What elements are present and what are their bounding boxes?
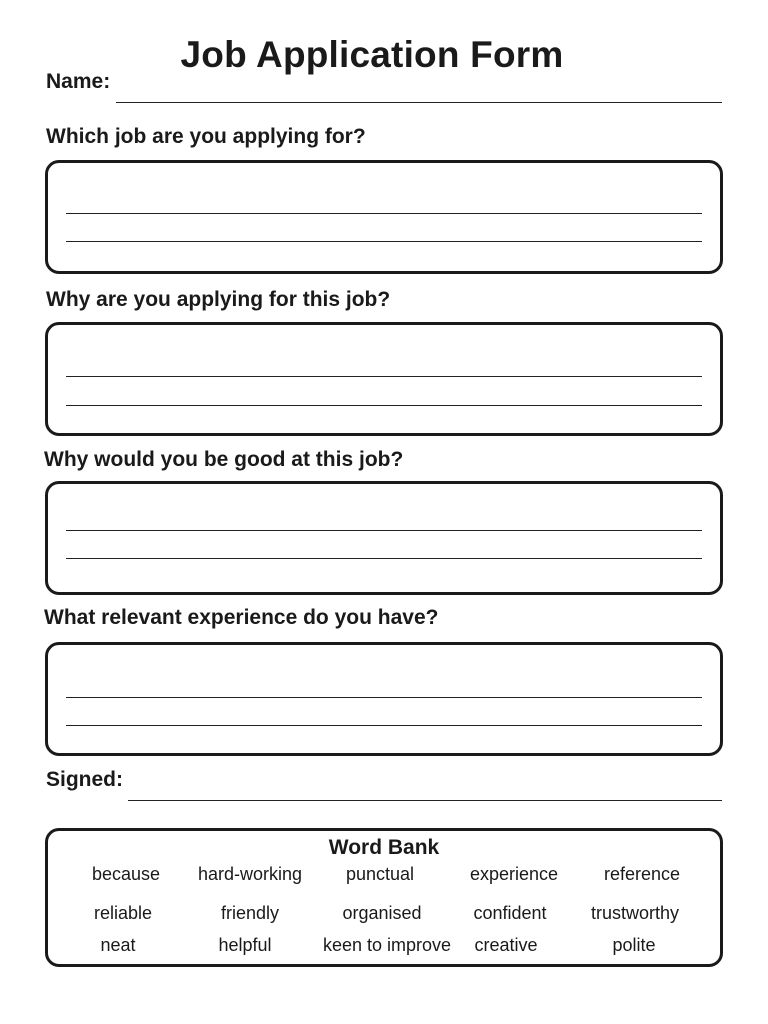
page-title: Job Application Form (180, 34, 564, 75)
word-bank-word: creative (474, 935, 538, 955)
question-job-label: Which job are you applying for? (46, 125, 366, 148)
word-bank-word: because (91, 864, 161, 884)
word-bank-word: experience (469, 864, 559, 884)
answer-line (66, 558, 702, 559)
word-bank-word: hard-working (197, 864, 303, 884)
word-bank-word: polite (612, 935, 656, 955)
word-bank-word: confident (473, 903, 547, 923)
name-field-line[interactable] (116, 102, 722, 103)
word-bank-word: keen to improve (322, 935, 452, 955)
word-bank-word: reliable (93, 903, 153, 923)
answer-line (66, 530, 702, 531)
signed-label: Signed: (46, 768, 123, 791)
job-answer-box[interactable] (45, 160, 723, 274)
word-bank-word: punctual (345, 864, 415, 884)
word-bank-word: neat (100, 935, 136, 955)
word-bank-word: reference (603, 864, 681, 884)
answer-line (66, 725, 702, 726)
question-experience-label: What relevant experience do you have? (44, 606, 439, 629)
word-bank-word: helpful (218, 935, 272, 955)
answer-line (66, 213, 702, 214)
question-why-good-label: Why would you be good at this job? (44, 448, 404, 471)
answer-line (66, 697, 702, 698)
name-label: Name: (46, 70, 111, 93)
word-bank-title: Word Bank (328, 836, 440, 859)
word-bank-word: organised (342, 903, 422, 923)
answer-line (66, 241, 702, 242)
question-why-applying-label: Why are you applying for this job? (46, 288, 391, 311)
why-applying-answer-box[interactable] (45, 322, 723, 436)
why-good-answer-box[interactable] (45, 481, 723, 595)
answer-line (66, 405, 702, 406)
word-bank-word: trustworthy (590, 903, 680, 923)
answer-line (66, 376, 702, 377)
experience-answer-box[interactable] (45, 642, 723, 756)
signature-field-line[interactable] (128, 800, 722, 801)
word-bank-word: friendly (220, 903, 280, 923)
